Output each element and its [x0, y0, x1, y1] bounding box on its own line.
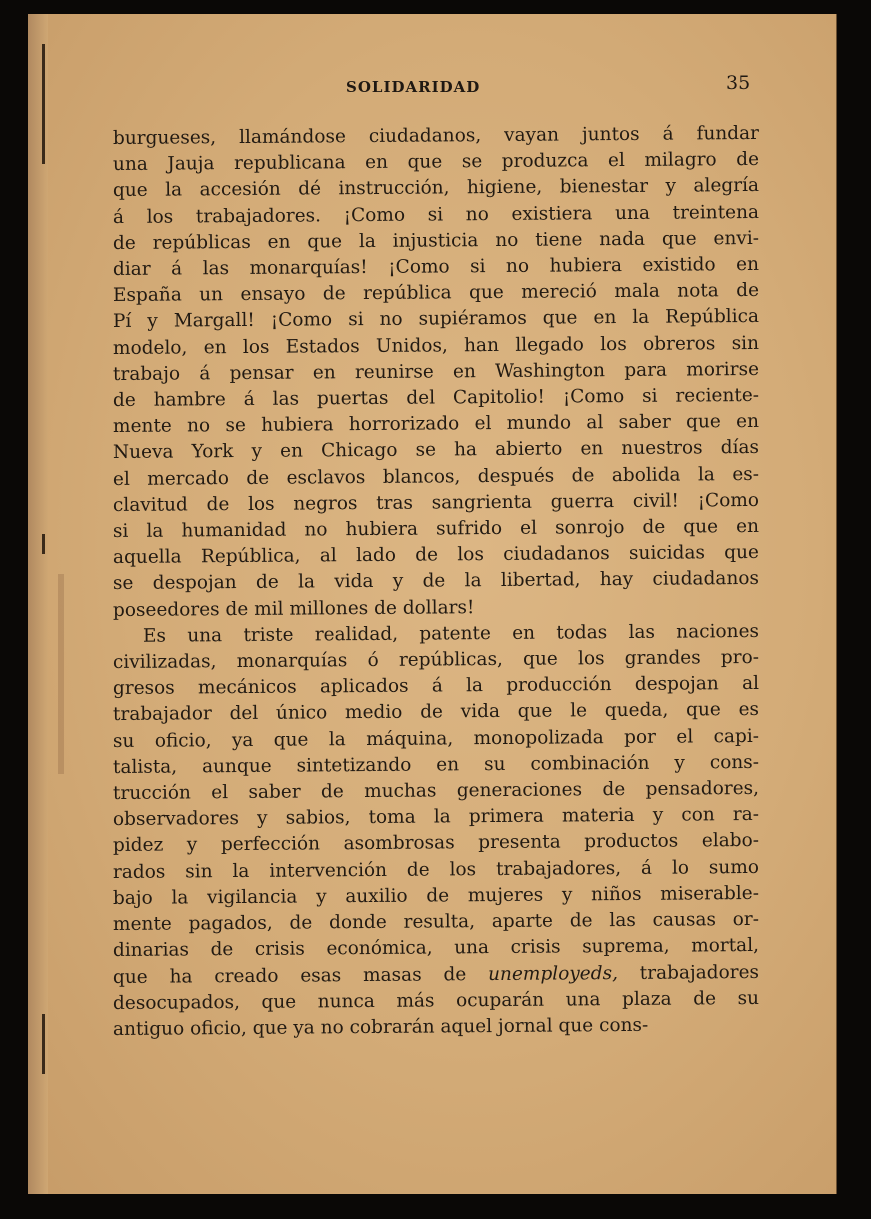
text-line: observadores y sabios, toma la primera materia y con ra-: [112, 804, 760, 831]
text-line: que ha creado esas masas de unemployeds, trabajadores: [112, 961, 760, 988]
binding-thread: [42, 1014, 45, 1074]
binding-thread: [42, 534, 45, 554]
text-line: se despojan de la vida y de la libertad, hay ciudadanos: [112, 568, 760, 595]
text-line: trabajador del único medio de vida que le queda, que es: [112, 699, 760, 726]
text-line: de hambre á las puertas del Capitolio! ¡Como si reciente-: [112, 384, 760, 412]
text-line: su oficio, ya que la máquina, monopolizada por el capi-: [112, 725, 760, 752]
text-line: mente no se hubiera horrorizado el mundo al saber que en: [112, 411, 760, 438]
text-line: desocupados, que nunca más ocuparán una plaza de su: [112, 987, 760, 1014]
text-line: el mercado de esclavos blancos, después de abolida la es-: [112, 463, 760, 490]
text-line: antiguo oficio, que ya no cobrarán aquel jornal que cons-: [112, 1014, 649, 1040]
text-line: una Jauja republicana en que se produzca el milagro de: [112, 149, 760, 176]
page-number: 35: [726, 72, 751, 94]
text-line: bajo la vigilancia y auxilio de mujeres y niños miserable-: [112, 882, 760, 909]
text-line: talista, aunque sintetizando en su combinación y cons-: [112, 751, 760, 778]
text-line: Nueva York y en Chicago se ha abierto en nuestros días: [112, 437, 760, 464]
paragraph: [112, 122, 760, 624]
text-line: de repúblicas en que la injusticia no tiene nada que envi-: [112, 227, 760, 254]
text-line: poseedores de mil millones de dollars!: [112, 596, 475, 621]
book-page: [28, 14, 837, 1194]
text-line: civilizadas, monarquías ó repúblicas, que los grandes pro-: [112, 646, 760, 674]
text-line: á los trabajadores. ¡Como si no existiera una treintena: [112, 201, 760, 228]
text-line: pidez y perfección asombrosas presenta productos elabo-: [112, 830, 760, 857]
text-line: mente pagados, de donde resulta, aparte de las causas or-: [112, 909, 760, 936]
running-head: SOLIDARIDAD: [346, 78, 481, 96]
paper-stain: [58, 574, 64, 774]
text-line: clavitud de los negros tras sangrienta guerra civil! ¡Como: [112, 489, 760, 516]
page-binding-edge: [28, 14, 48, 1194]
text-line: trucción el saber de muchas generaciones de pensadores,: [112, 778, 760, 805]
text-line: diar á las monarquías! ¡Como si no hubiera existido en: [112, 253, 760, 281]
text-line: gresos mecánicos aplicados á la producción despojan al: [112, 673, 760, 700]
text-line: si la humanidad no hubiera sufrido el sonrojo de que en: [112, 515, 760, 543]
text-line: burgueses, llamándose ciudadanos, vayan juntos á fundar: [112, 122, 760, 149]
text-line: aquella República, al lado de los ciudadanos suicidas que: [112, 542, 760, 569]
text-line: dinarias de crisis económica, una crisis suprema, mortal,: [112, 935, 760, 962]
paragraph: [112, 620, 760, 1043]
text-line: Es una triste realidad, patente en todas las naciones: [142, 620, 760, 647]
text-line: Pí y Margall! ¡Como si no supiéramos que en la República: [112, 306, 760, 333]
binding-thread: [42, 44, 45, 164]
text-line: que la accesión dé instrucción, higiene, bienestar y alegría: [112, 175, 760, 202]
text-line: rados sin la intervención de los trabajadores, á lo sumo: [112, 856, 760, 883]
text-line: trabajo á pensar en reunirse en Washington para morirse: [112, 358, 760, 385]
body-text: [112, 122, 760, 1043]
text-line: modelo, en los Estados Unidos, han llegado los obreros sin: [112, 332, 760, 359]
text-line: España un ensayo de república que mereció mala nota de: [112, 280, 760, 307]
